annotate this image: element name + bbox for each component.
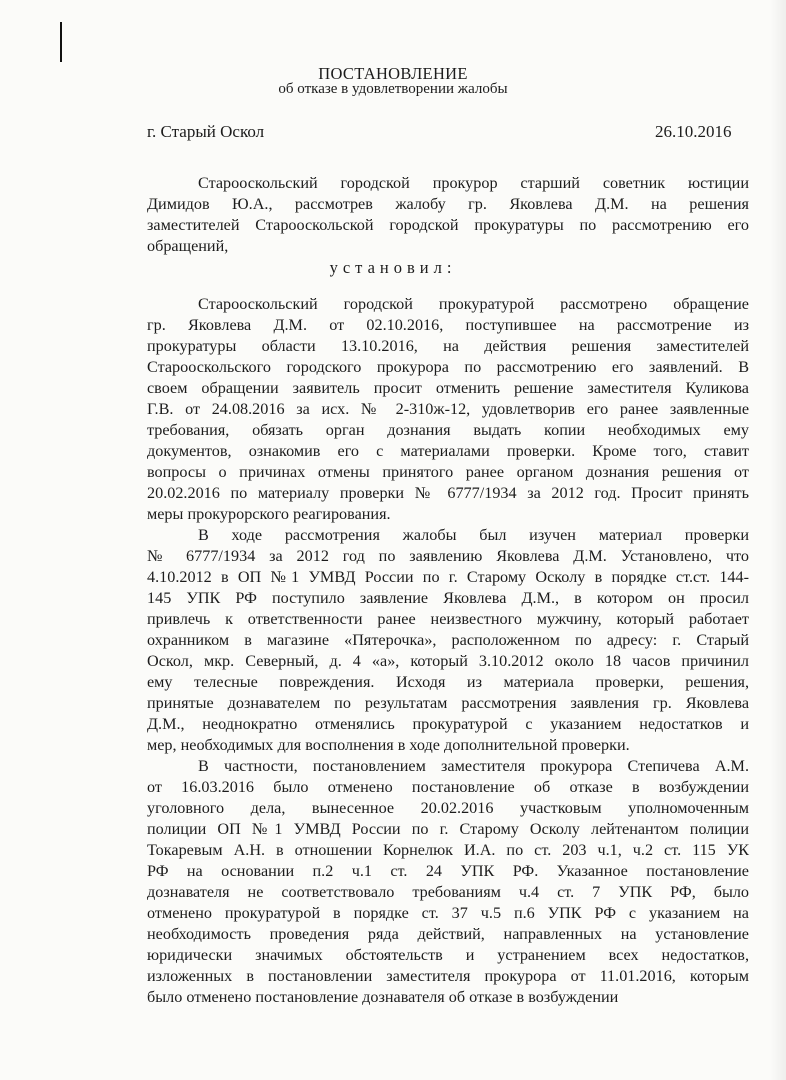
text-line: своем обращении заявитель просит отменить решение заместителя Куликова xyxy=(147,379,749,397)
text-line: принятые дознавателем по результатам рассмотрения заявления гр. Яковлева xyxy=(147,694,749,712)
text-line: документов, ознакомив его с материалами проверки. Кроме того, ставит xyxy=(147,442,749,460)
text-line: 4.10.2012 в ОП №1 УМВД России по г. Старому Осколу в порядке ст.ст. 144- xyxy=(147,568,749,586)
text-line: гр. Яковлева Д.М. от 02.10.2016, поступившее на рассмотрение из xyxy=(147,316,749,334)
text-line: В частности, постановлением заместителя прокурора Степичева А.М. xyxy=(198,757,749,775)
text-line: 145 УПК РФ поступило заявление Яковлева Д.М., в котором он просил xyxy=(147,589,749,607)
document-city: г. Старый Оскол xyxy=(147,122,265,141)
text-line: привлечь к ответственности ранее неизвестного мужчину, который работает xyxy=(147,610,749,628)
text-line: 20.02.2016 по материалу проверки № 6777/1934 за 2012 год. Просит принять xyxy=(147,484,749,502)
text-line: Старооскольский городской прокуратурой рассмотрено обращение xyxy=(198,295,749,313)
text-line: Старооскольский городской прокурор старший советник юстиции xyxy=(198,174,749,192)
text-line: отменено прокуратурой в порядке ст. 37 ч.5 п.6 УПК РФ с указанием на xyxy=(147,904,749,922)
text-line: Д.М., неоднократно отменялись прокуратурой с указанием недостатков и xyxy=(147,715,749,733)
text-line: Г.В. от 24.08.2016 за исх. № 2-310ж-12, удовлетворив его ранее заявленные xyxy=(147,400,749,418)
text-line: дознавателя не соответствовало требованиям ч.4 ст. 7 УПК РФ, было xyxy=(147,883,749,901)
established-heading: установил: xyxy=(329,258,457,277)
text-line: было отменено постановление дознавателя об отказе в возбуждении xyxy=(147,988,619,1006)
text-line: Старооскольского городского прокурора по рассмотрению его заявлений. В xyxy=(147,358,749,376)
text-line: полиции ОП №1 УМВД России по г. Старому Осколу лейтенантом полиции xyxy=(147,820,749,838)
text-line: меры прокурорского реагирования. xyxy=(147,505,391,523)
text-line: необходимость проведения ряда действий, направленных на установление xyxy=(147,925,749,943)
document-date: 26.10.2016 xyxy=(655,122,732,141)
text-line: Димидов Ю.А., рассмотрев жалобу гр. Яковлева Д.М. на решения xyxy=(147,195,749,213)
text-line: РФ на основании п.2 ч.1 ст. 24 УПК РФ. Указанное постановление xyxy=(147,862,749,880)
margin-pen-mark xyxy=(60,22,62,62)
text-line: вопросы о причинах отмены принятого ранее органом дознания решения от xyxy=(147,463,749,481)
text-line: юридически значимых обстоятельств и устранением всех недостатков, xyxy=(147,946,749,964)
text-line: обращений, xyxy=(147,237,229,255)
text-line: уголовного дела, вынесенное 20.02.2016 участковым уполномоченным xyxy=(147,799,749,817)
text-line: В ходе рассмотрения жалобы был изучен материал проверки xyxy=(198,526,749,544)
text-line: мер, необходимых для восполнения в ходе дополнительной проверки. xyxy=(147,736,630,754)
text-line: № 6777/1934 за 2012 год по заявлению Яковлева Д.М. Установлено, что xyxy=(147,547,749,565)
text-line: изложенных в постановлении заместителя прокурора от 11.01.2016, которым xyxy=(147,967,749,985)
text-line: от 16.03.2016 было отменено постановление об отказе в возбуждении xyxy=(147,778,749,796)
text-line: охранником в магазине «Пятерочка», расположенном по адресу: г. Старый xyxy=(147,631,749,649)
text-line: ему телесные повреждения. Исходя из материала проверки, решения, xyxy=(147,673,749,691)
text-line: требования, обязать орган дознания выдать копии необходимых ему xyxy=(147,421,749,439)
text-line: Оскол, мкр. Северный, д. 4 «а», который 3.10.2012 около 18 часов причинил xyxy=(147,652,749,670)
text-line: Токаревым А.Н. в отношении Корнелюк И.А. по ст. 203 ч.1, ч.2 ст. 115 УК xyxy=(147,841,749,859)
text-line: заместителей Старооскольской городской прокуратуры по рассмотрению его xyxy=(147,216,749,234)
document-title: ПОСТАНОВЛЕНИЕ xyxy=(318,64,468,83)
document-subtitle: об отказе в удовлетворении жалобы xyxy=(278,81,508,97)
text-line: прокуратуры области 13.10.2016, на действия решения заместителей xyxy=(147,337,749,355)
